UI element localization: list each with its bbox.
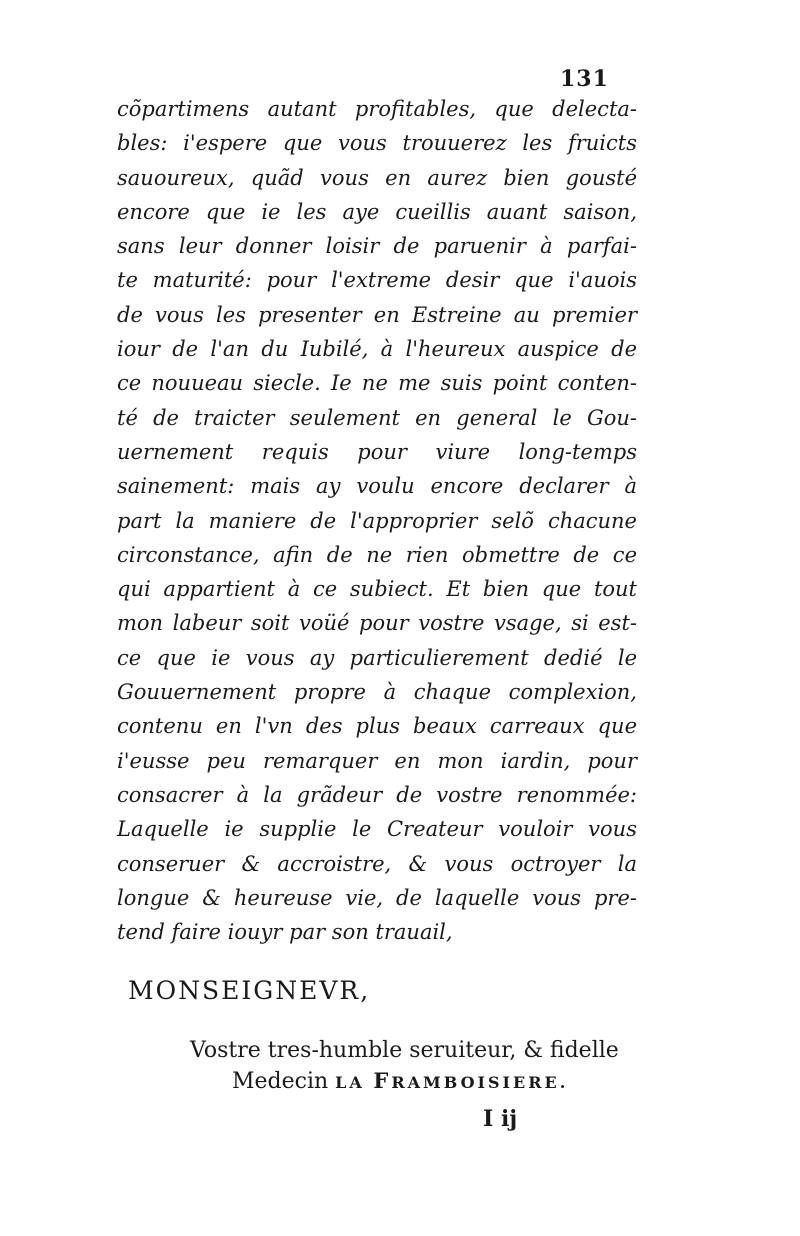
signature-line-2 [190,1066,610,1098]
author-name-rest: RAMBOISIERE. [391,1073,569,1092]
text-line: contenu en l'vn des plus beaux carreaux que [117,714,637,739]
text-line: circonstance, afin de ne rien obmettre de ce [117,542,637,567]
text-line: te maturité: pour l'extreme desir que i'auois [117,268,637,293]
signature-mark: I ij [483,1106,518,1132]
signature-title: Medecin [232,1069,336,1094]
salutation: MONSEIGNEVR, [128,976,371,1005]
text-line: cõpartimens autant profitables, que delecta- [117,97,637,121]
text-line: Gouuernement propre à chaque complexion, [117,680,637,705]
text-line: bles: i'espere que vous trouuerez les fruicts [117,131,637,156]
text-line: part la maniere de l'approprier selõ chacune [117,508,637,533]
text-line: ce nouueau siecle. Ie ne me suis point conten- [117,371,637,396]
signature-line-1: Vostre tres-humble seruiteur, & fidelle [190,1038,619,1063]
text-line: encore que ie les aye cueillis auant saison, [117,199,637,224]
text-line: ce que ie vous ay particulierement dedié le [117,645,637,670]
text-line: mon labeur soit voüé pour vostre vsage, si est- [117,611,637,636]
text-line: conseruer & accroistre, & vous octroyer la [117,851,637,876]
text-line: sans leur donner loisir de paruenir à parfai- [117,234,637,259]
author-name [335,1068,569,1093]
page-number: 131 [560,66,609,92]
dedication-text [117,92,637,949]
signature-block [190,1036,619,1098]
text-line: uernement requis pour viure long-temps [117,439,637,464]
text-line: qui appartient à ce subiect. Et bien que tout [117,577,637,602]
text-line: sainement: mais ay voulu encore declarer à [117,474,637,499]
text-line: sauoureux, quãd vous en aurez bien gousté [117,165,637,190]
text-line: iour de l'an du Iubilé, à l'heureux auspice de [117,337,637,362]
author-name-article: LA [335,1073,374,1092]
text-line: Laquelle ie supplie le Createur vouloir vous [117,817,637,842]
text-line: tend faire iouyr par son trauail, [117,920,453,945]
text-line: consacrer à la grãdeur de vostre renommée: [117,782,637,807]
author-name-initial: F [373,1068,392,1093]
text-line: i'eusse peu remarquer en mon iardin, pour [117,748,637,773]
text-line: de vous les presenter en Estreine au premier [117,302,637,327]
text-line: té de traicter seulement en general le Gou- [117,405,637,430]
text-line: longue & heureuse vie, de laquelle vous pre- [117,885,637,910]
